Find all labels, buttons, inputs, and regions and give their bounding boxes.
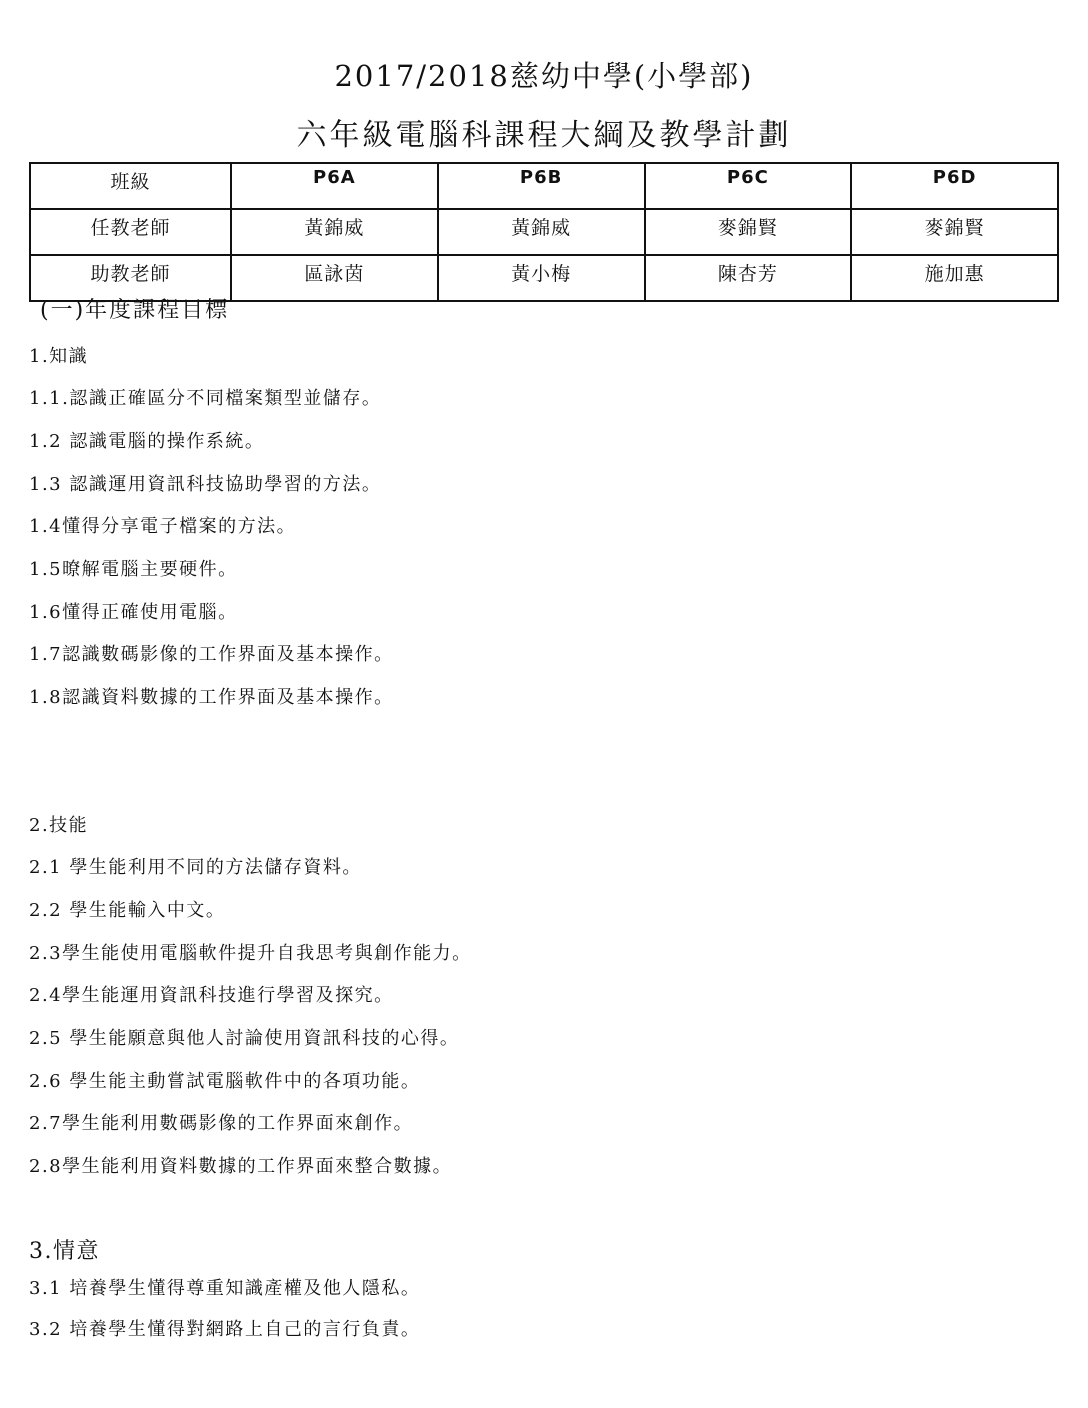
teacher-cell: 麥錦賢 [645, 209, 852, 255]
row-label-teacher: 任教老師 [30, 209, 231, 255]
assistant-cell: 陳杏芳 [645, 255, 852, 301]
list-item: 1.2 認識電腦的操作系統。 [29, 431, 265, 452]
skills-heading: 2.技能 [29, 815, 89, 836]
list-item: 3.2 培養學生懂得對網路上自己的言行負責。 [29, 1319, 421, 1340]
list-item: 1.4懂得分享電子檔案的方法。 [29, 516, 297, 537]
row-label-assistant: 助教老師 [30, 255, 231, 301]
list-item: 1.5暸解電腦主要硬件。 [29, 559, 238, 580]
teacher-cell: 黃錦威 [438, 209, 645, 255]
assistant-cell: 施加惠 [851, 255, 1058, 301]
teacher-cell: 黃錦威 [231, 209, 438, 255]
teacher-cell: 麥錦賢 [851, 209, 1058, 255]
list-item: 1.8認識資料數據的工作界面及基本操作。 [29, 687, 394, 708]
knowledge-heading: 1.知識 [29, 346, 89, 367]
list-item: 3.1 培養學生懂得尊重知識產權及他人隱私。 [29, 1278, 421, 1299]
document-subtitle: 六年級電腦科課程大綱及教學計劃 [296, 118, 792, 153]
class-info-table [29, 162, 1059, 302]
assistant-cell: 區詠茵 [231, 255, 438, 301]
list-item: 2.6 學生能主動嘗試電腦軟件中的各項功能。 [29, 1071, 421, 1092]
class-cell: P6D [851, 163, 1058, 209]
class-cell: P6C [645, 163, 852, 209]
list-item: 1.1.認識正確區分不同檔案類型並儲存。 [29, 388, 382, 409]
class-row [30, 163, 1058, 209]
class-cell: P6A [231, 163, 438, 209]
list-item: 1.3 認識運用資訊科技協助學習的方法。 [29, 474, 382, 495]
list-item: 2.8學生能利用資料數據的工作界面來整合數據。 [29, 1156, 453, 1177]
class-cell: P6B [438, 163, 645, 209]
list-item: 2.5 學生能願意與他人討論使用資訊科技的心得。 [29, 1028, 460, 1049]
list-item: 2.2 學生能輸入中文。 [29, 900, 226, 921]
teacher-row [30, 209, 1058, 255]
document-title: 2017/2018慈幼中學(小學部) [334, 59, 754, 93]
list-item: 1.7認識數碼影像的工作界面及基本操作。 [29, 644, 394, 665]
list-item: 2.1 學生能利用不同的方法儲存資料。 [29, 857, 362, 878]
list-item: 2.7學生能利用數碼影像的工作界面來創作。 [29, 1113, 414, 1134]
section-heading: (一)年度課程目標 [40, 298, 230, 323]
list-item: 1.6懂得正確使用電腦。 [29, 602, 238, 623]
list-item: 2.4學生能運用資訊科技進行學習及探究。 [29, 985, 394, 1006]
row-label-class: 班級 [30, 163, 231, 209]
assistant-cell: 黃小梅 [438, 255, 645, 301]
list-item: 2.3學生能使用電腦軟件提升自我思考與創作能力。 [29, 943, 472, 964]
affective-heading: 3.情意 [29, 1239, 100, 1264]
